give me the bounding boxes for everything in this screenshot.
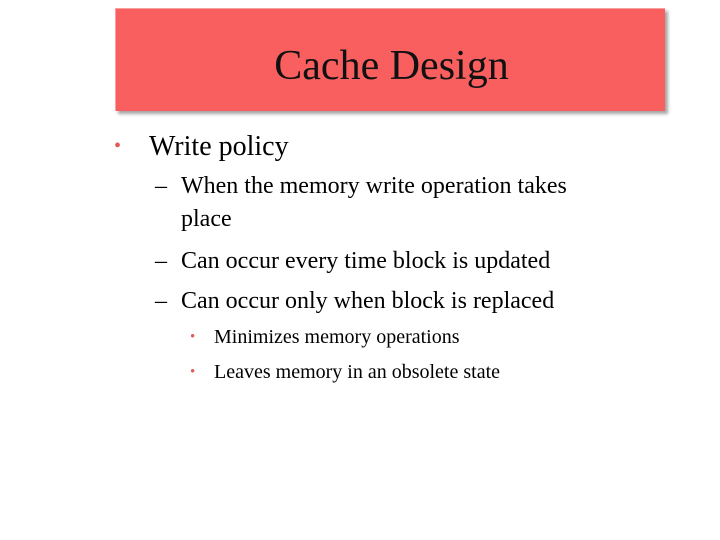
sub-sub-item-text: Minimizes memory operations	[214, 326, 460, 348]
sub-sub-item-minimizes	[190, 323, 460, 351]
sub-item-text: Can occur every time block is updated	[181, 248, 551, 274]
sub-item-when-continued	[155, 201, 232, 237]
bullet-write-policy	[114, 128, 289, 165]
bullet-icon: •	[190, 364, 196, 380]
sub-item-on-replace	[155, 283, 554, 319]
dash-icon: –	[155, 288, 167, 314]
sub-sub-item-obsolete	[190, 358, 500, 386]
bullet-text: Write policy	[149, 131, 289, 162]
sub-sub-item-text: Leaves memory in an obsolete state	[214, 361, 501, 383]
sub-item-text: When the memory write operation takes	[181, 173, 567, 199]
bullet-icon: •	[190, 329, 196, 345]
sub-item-text: place	[181, 206, 232, 232]
sub-item-when	[155, 168, 567, 204]
sub-item-text: Can occur only when block is replaced	[181, 288, 555, 314]
dash-icon: –	[155, 248, 167, 274]
bullet-icon: •	[114, 135, 122, 157]
sub-item-every-update	[155, 243, 550, 279]
slide-title: Cache Design	[274, 43, 509, 89]
dash-icon: –	[155, 173, 167, 199]
